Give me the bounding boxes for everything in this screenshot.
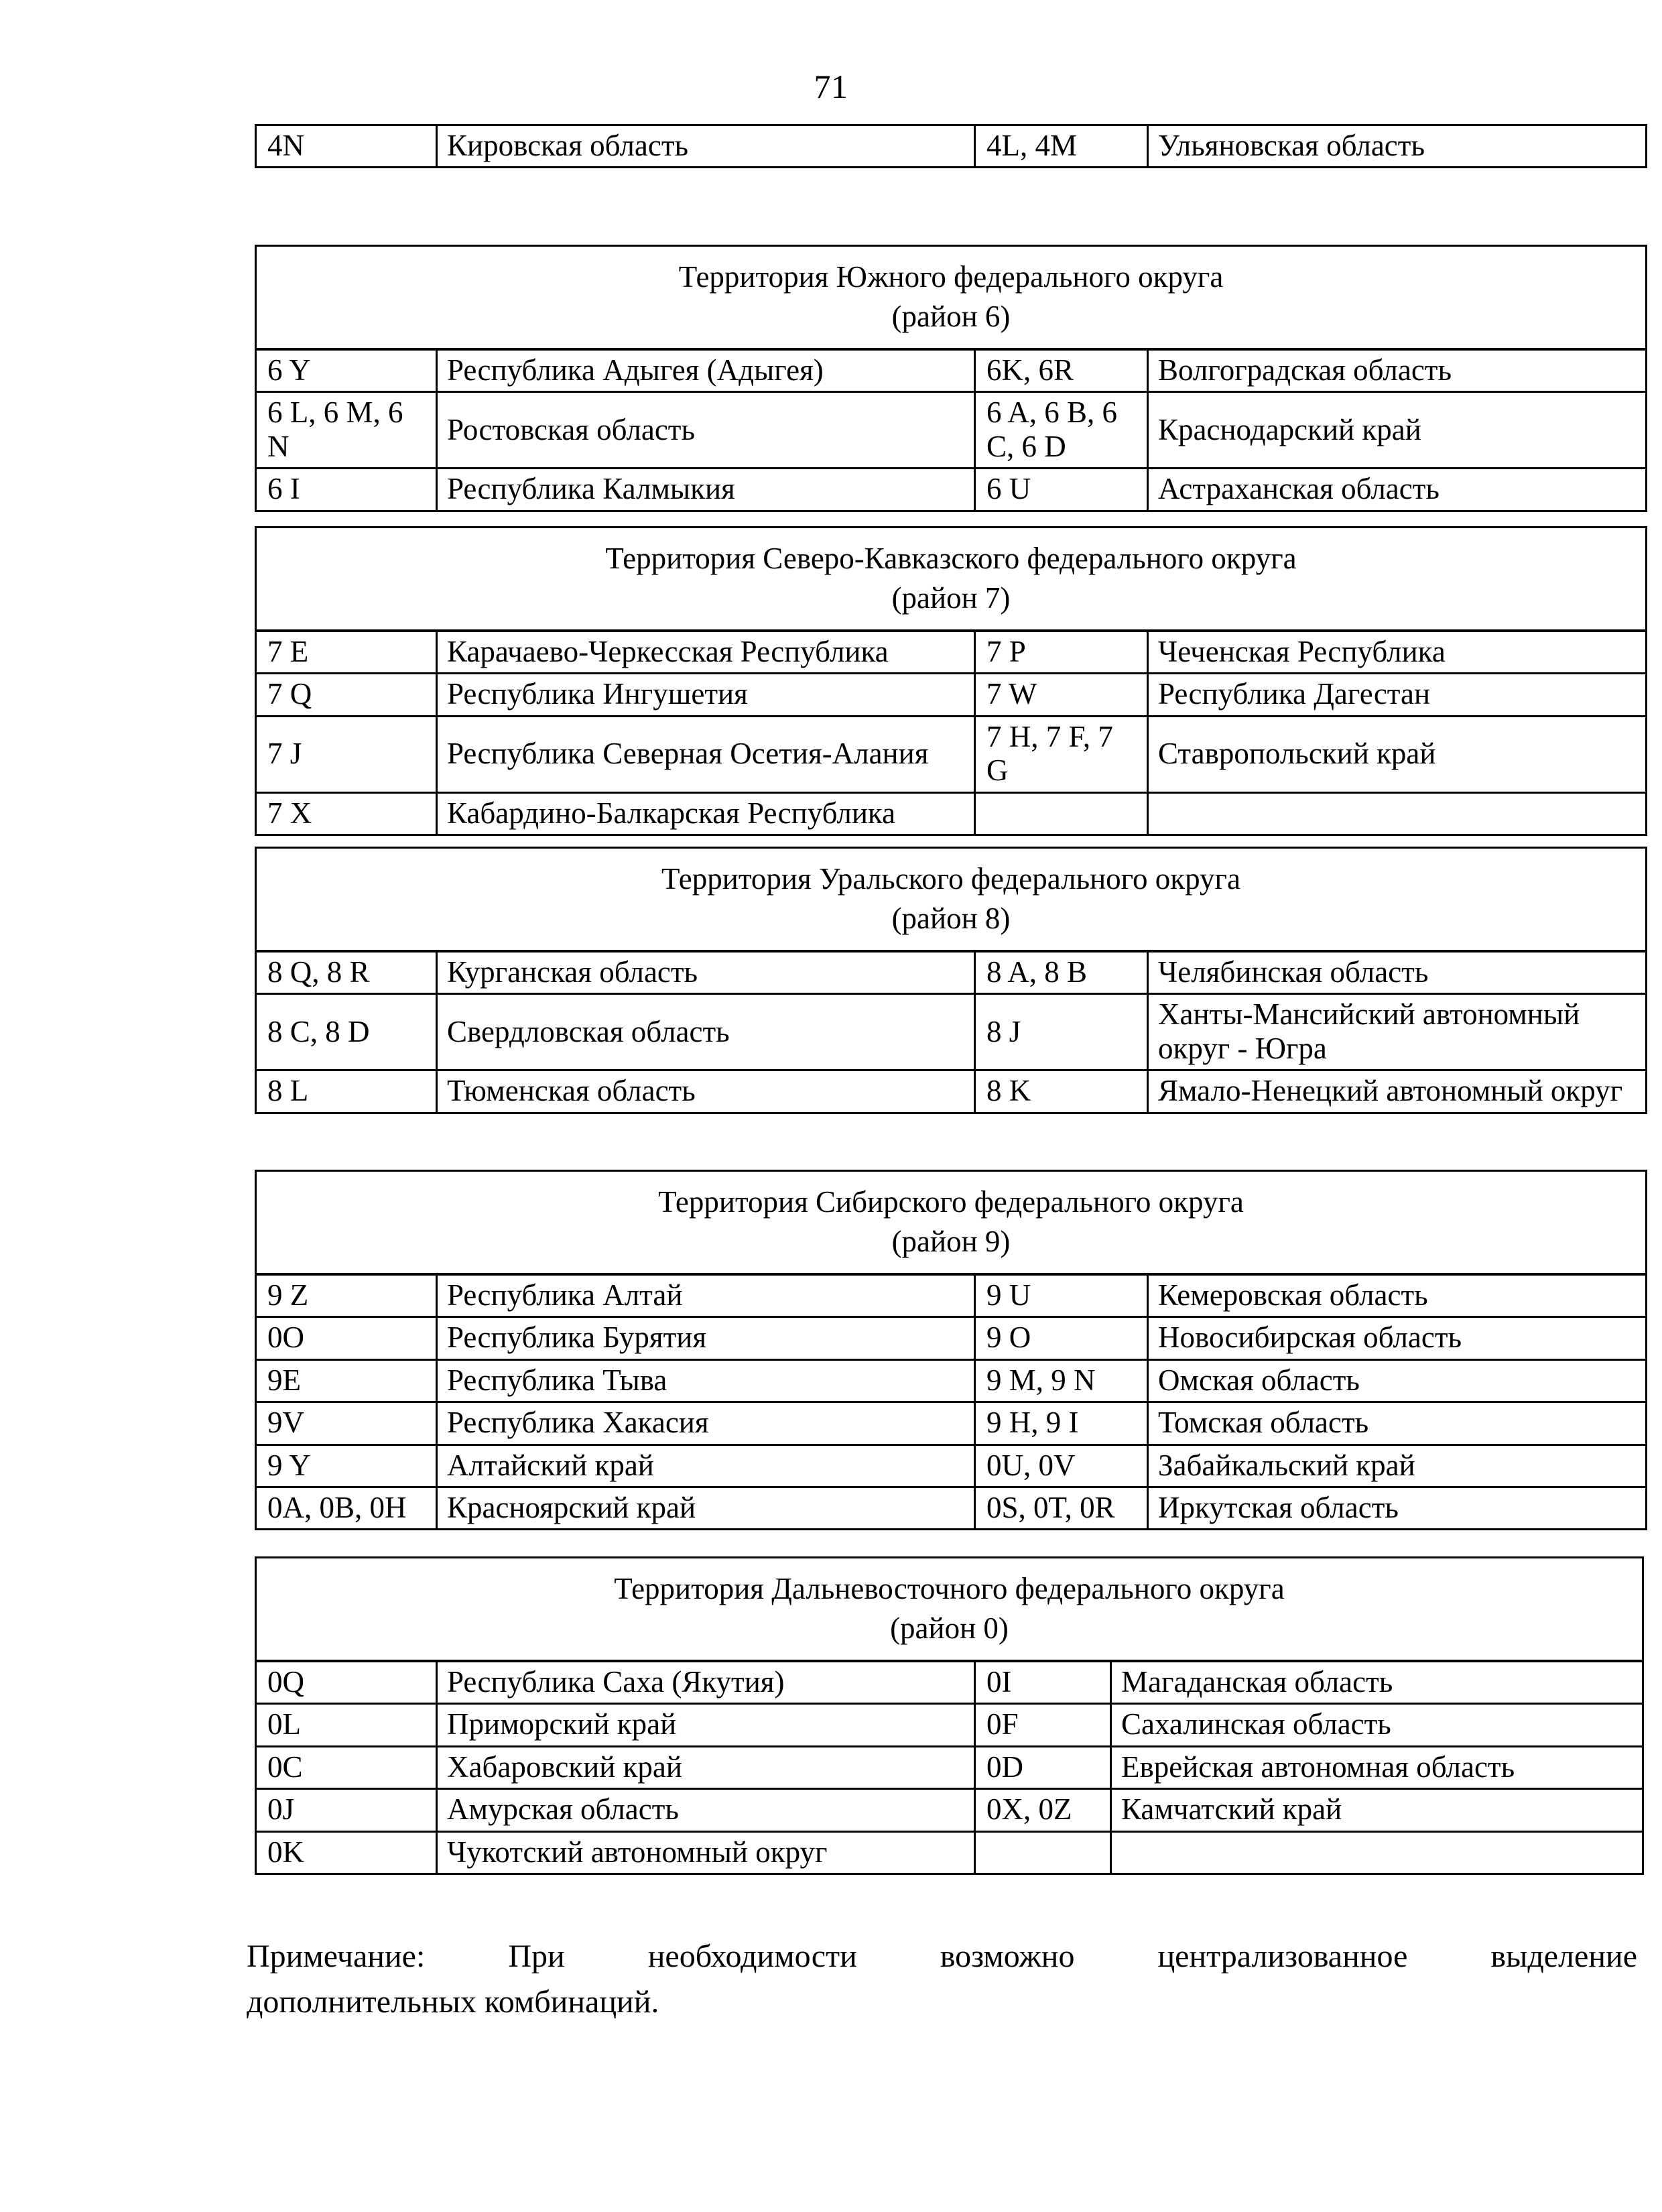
table-row [256,349,1647,392]
cell-code-right: 0U, 0V [975,1445,1148,1487]
cell-region-left: Приморский край [437,1704,975,1746]
table-subtitle: (район 6) [891,299,1011,333]
cell-region-right: Камчатский край [1111,1789,1643,1831]
table-title-cell [256,1171,1647,1275]
table-southern-federal-district [255,245,1647,512]
table-row [256,1317,1647,1359]
table-title: Территория Сибирского федерального округа [658,1185,1244,1219]
table-title-row [256,246,1647,350]
cell-code-left: 7 Q [256,674,437,716]
table-subtitle: (район 7) [891,580,1011,615]
cell-code-right: 9 O [975,1317,1148,1359]
table-row [256,1359,1647,1402]
table-row [256,631,1647,674]
cell-code-right: 9 U [975,1274,1148,1317]
cell-region-left: Республика Калмыкия [437,469,975,511]
cell-code-right: 6K, 6R [975,349,1148,392]
table-row [256,392,1647,469]
table-subtitle: (район 9) [891,1224,1011,1258]
table-row [256,1274,1647,1317]
table-title-cell [256,1558,1643,1662]
table-title-row [256,1558,1643,1662]
table-row [256,1704,1643,1746]
footnote-line-2: дополнительных комбинаций. [247,1984,659,2020]
cell-region-left: Республика Адыгея (Адыгея) [437,349,975,392]
cell-region-right: Астраханская область [1148,469,1647,511]
cell-region-right: Еврейская автономная область [1111,1746,1643,1788]
cell-region-right: Краснодарский край [1148,392,1647,469]
footnote-line-1: Примечание: При необходимости возможно централизованное выделение [247,1939,1637,1974]
cell-region-right: Новосибирская область [1148,1317,1647,1359]
cell-region-left: Республика Тыва [437,1359,975,1402]
table-row [256,1661,1643,1704]
cell-code-right: 0D [975,1746,1111,1788]
cell-region-right: Челябинская область [1148,951,1647,994]
cell-region-right: Забайкальский край [1148,1445,1647,1487]
cell-code-left: 0J [256,1789,437,1831]
cell-code-left: 0L [256,1704,437,1746]
table-subtitle: (район 8) [891,901,1011,935]
cell-code-right [975,792,1148,835]
table-row [256,1070,1647,1113]
cell-code-right: 7 H, 7 F, 7 G [975,716,1148,792]
cell-code-right: 8 J [975,994,1148,1070]
cell-region-right: Магаданская область [1111,1661,1643,1704]
table-siberian-federal-district [255,1170,1647,1530]
cell-region-left: Кабардино-Балкарская Республика [437,792,975,835]
cell-region-right: Ставропольский край [1148,716,1647,792]
table-title: Территория Северо-Кавказского федерального округа [605,542,1297,575]
cell-region-right: Ямало-Ненецкий автономный округ [1148,1070,1647,1113]
table-north-caucasian-federal-district [255,526,1647,836]
table-row [256,951,1647,994]
table-title-row [256,1171,1647,1275]
cell-region-right: Омская область [1148,1359,1647,1402]
cell-code-left: 7 X [256,792,437,835]
cell-code-left: 9 Y [256,1445,437,1487]
table-title: Территория Уральского федерального округа [661,862,1240,896]
cell-code-right: 0S, 0T, 0R [975,1487,1148,1529]
cell-code-right: 6 U [975,469,1148,511]
cell-region-right: Ханты-Мансийский автономный округ - Югра [1148,994,1647,1070]
cell-region-left: Алтайский край [437,1445,975,1487]
table-ural-federal-district [255,847,1647,1114]
cell-code-right: 0F [975,1704,1111,1746]
cell-code-right: 0I [975,1661,1111,1704]
table-row [256,125,1647,168]
table-title-cell [256,246,1647,350]
cell-region-left: Республика Алтай [437,1274,975,1317]
cell-region-left: Красноярский край [437,1487,975,1529]
cell-region-right [1111,1831,1643,1873]
table-row [256,1746,1643,1788]
cell-code-right: 8 K [975,1070,1148,1113]
table-row [256,674,1647,716]
table-title-cell [256,848,1647,952]
cell-region-left: Республика Саха (Якутия) [437,1661,975,1704]
cell-code-left: 9 Z [256,1274,437,1317]
table-row [256,1789,1643,1831]
cell-code-right: 7 P [975,631,1148,674]
cell-code-left: 6 I [256,469,437,511]
cell-region-left: Амурская область [437,1789,975,1831]
cell-region-left: Республика Ингушетия [437,674,975,716]
cell-region-left: Ростовская область [437,392,975,469]
cell-code-left: 0O [256,1317,437,1359]
table-title-row [256,848,1647,952]
cell-code-left: 8 Q, 8 R [256,951,437,994]
cell-region-right: Иркутская область [1148,1487,1647,1529]
table-subtitle: (район 0) [890,1611,1009,1645]
cell-region-left: Республика Северная Осетия-Алания [437,716,975,792]
cell-region-right: Томская область [1148,1402,1647,1445]
cell-code-right: 8 A, 8 B [975,951,1148,994]
table-row [256,469,1647,511]
table-title: Территория Дальневосточного федерального округа [614,1572,1285,1605]
cell-region-left: Чукотский автономный округ [437,1831,975,1873]
cell-code-right [975,1831,1111,1873]
table-continued-volga [255,124,1647,168]
cell-region-right: Кемеровская область [1148,1274,1647,1317]
cell-code-left: 0K [256,1831,437,1873]
cell-region-right [1148,792,1647,835]
cell-code-right: 4L, 4M [975,125,1148,168]
cell-region-left: Свердловская область [437,994,975,1070]
cell-code-left: 9E [256,1359,437,1402]
cell-region-right: Сахалинская область [1111,1704,1643,1746]
cell-code-right: 9 H, 9 I [975,1402,1148,1445]
table-title-cell [256,528,1647,631]
cell-code-left: 7 E [256,631,437,674]
cell-region-right: Волгоградская область [1148,349,1647,392]
cell-region-left: Курганская область [437,951,975,994]
table-row [256,994,1647,1070]
cell-code-left: 6 Y [256,349,437,392]
cell-region-left: Республика Бурятия [437,1317,975,1359]
table-far-eastern-federal-district [255,1556,1644,1875]
cell-region-right: Ульяновская область [1148,125,1647,168]
table-row [256,1831,1643,1873]
cell-code-left: 0Q [256,1661,437,1704]
table-row [256,1402,1647,1445]
footnote [247,1934,1637,2025]
cell-code-right: 9 M, 9 N [975,1359,1148,1402]
table-row [256,1445,1647,1487]
cell-region-right: Чеченская Республика [1148,631,1647,674]
table-row [256,716,1647,792]
cell-code-right: 6 A, 6 B, 6 C, 6 D [975,392,1148,469]
cell-code-right: 0X, 0Z [975,1789,1111,1831]
cell-code-left: 7 J [256,716,437,792]
cell-code-right: 7 W [975,674,1148,716]
cell-region-left: Тюменская область [437,1070,975,1113]
table-row [256,792,1647,835]
cell-region-left: Хабаровский край [437,1746,975,1788]
cell-code-left: 8 C, 8 D [256,994,437,1070]
page-number: 71 [814,68,848,105]
cell-region-right: Республика Дагестан [1148,674,1647,716]
cell-code-left: 8 L [256,1070,437,1113]
cell-region-left: Кировская область [437,125,975,168]
cell-code-left: 9V [256,1402,437,1445]
cell-code-left: 6 L, 6 M, 6 N [256,392,437,469]
cell-region-left: Карачаево-Черкесская Республика [437,631,975,674]
table-title-row [256,528,1647,631]
cell-code-left: 0C [256,1746,437,1788]
cell-code-left: 4N [256,125,437,168]
table-title: Территория Южного федерального округа [678,260,1224,294]
cell-code-left: 0A, 0B, 0H [256,1487,437,1529]
table-row [256,1487,1647,1529]
cell-region-left: Республика Хакасия [437,1402,975,1445]
